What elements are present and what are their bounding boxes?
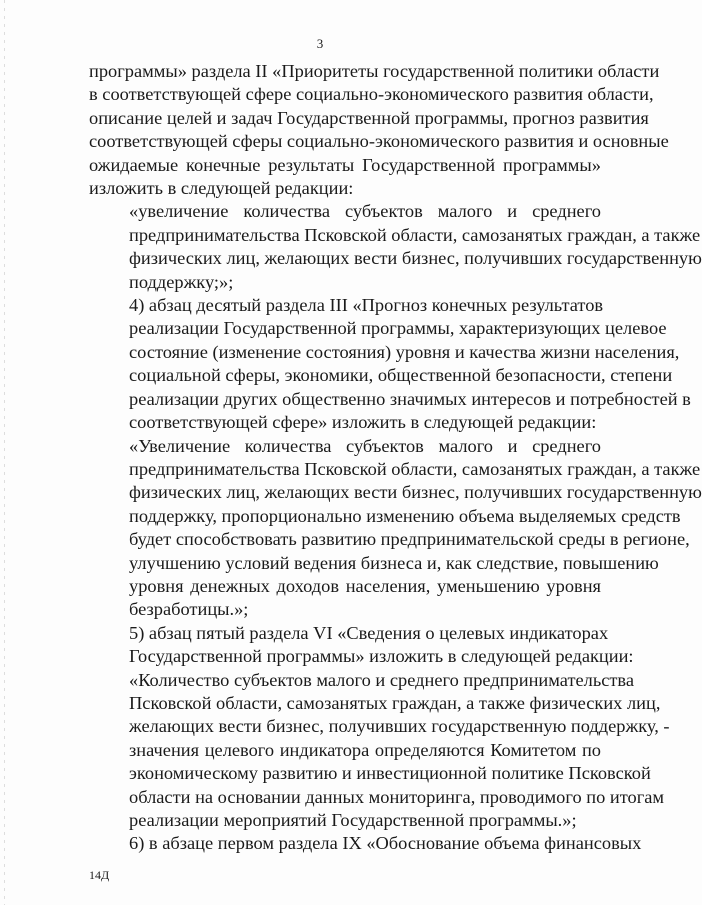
text-line: «увеличение количества субъектов малого и среднего — [129, 201, 601, 222]
text-line: реализации Государственной программы, характеризующих целевое — [129, 318, 667, 339]
text-line: описание целей и задач Государственной программы, прогноз развития — [89, 107, 649, 128]
paragraph-item-4 — [89, 294, 691, 434]
text-line: предпринимательства Псковской области, самозанятых граждан, а также — [129, 458, 701, 479]
paragraph-item-5 — [89, 622, 634, 669]
text-line: поддержку, пропорционально изменению объема выделяемых средств — [129, 505, 681, 526]
paragraph-continuation — [89, 60, 669, 200]
text-line: поддержку;»; — [129, 271, 234, 292]
paragraph-item-6 — [89, 832, 642, 855]
text-line: будет способствовать развитию предпринимательской среды в регионе, — [129, 529, 690, 550]
text-line: Государственной программы» изложить в следующей редакции: — [129, 646, 634, 667]
text-line: соответствующей сферы социально-экономического развития и основные — [89, 131, 669, 152]
text-line: улучшению условий ведения бизнеса и, как следствие, повышению — [129, 552, 659, 573]
text-line: 5) абзац пятый раздела VI «Сведения о целевых индикаторах — [129, 622, 609, 643]
text-line: соответствующей сфере» изложить в следующей редакции: — [129, 412, 597, 433]
text-line: уровня денежных доходов населения, уменьшению уровня — [129, 575, 601, 596]
footer-code: 14Д — [89, 868, 110, 882]
text-line: состояние (изменение состояния) уровня и качества жизни населения, — [129, 341, 680, 362]
text-line: безработицы.»; — [129, 599, 249, 620]
text-line: программы» раздела II «Приоритеты государственной политики области — [89, 61, 660, 81]
text-line: «Количество субъектов малого и среднего предпринимательства — [129, 669, 635, 690]
text-line: 6) в абзаце первом раздела IX «Обоснование объема финансовых — [129, 833, 642, 854]
scan-edge-mark — [4, 0, 5, 905]
text-line: предпринимательства Псковской области, самозанятых граждан, а также — [129, 224, 701, 245]
text-line: Псковской области, самозанятых граждан, а также физических лиц, — [129, 692, 661, 713]
text-line: реализации мероприятий Государственной программы.»; — [129, 810, 577, 830]
text-line: экономическому развитию и инвестиционной политике Псковской — [129, 763, 651, 784]
text-line: ожидаемые конечные результаты Государственной программы» — [89, 154, 601, 175]
paragraph-quote-results — [89, 435, 702, 622]
text-line: значения целевого индикатора определяются Комитетом по — [129, 739, 601, 760]
paragraph-quote-indicator — [89, 669, 670, 833]
text-line: реализации других общественно значимых интересов и потребностей в — [129, 388, 691, 409]
document-body — [89, 60, 702, 856]
paragraph-quote-objectives — [89, 200, 702, 294]
text-line: 4) абзац десятый раздела III «Прогноз конечных результатов — [129, 295, 604, 316]
page-number: 3 — [316, 36, 324, 51]
text-line: изложить в следующей редакции: — [89, 178, 354, 199]
text-line: желающих вести бизнес, получивших государственную поддержку, - — [129, 716, 670, 737]
text-line: физических лиц, желающих вести бизнес, получивших государственную — [129, 248, 702, 269]
text-line: «Увеличение количества субъектов малого и среднего — [129, 435, 601, 456]
text-line: физических лиц, желающих вести бизнес, получивших государственную — [129, 482, 702, 503]
text-line: в соответствующей сфере социально-экономического развития области, — [89, 84, 654, 105]
text-line: области на основании данных мониторинга, проводимого по итогам — [129, 786, 665, 807]
text-line: социальной сферы, экономики, общественной безопасности, степени — [129, 365, 673, 386]
